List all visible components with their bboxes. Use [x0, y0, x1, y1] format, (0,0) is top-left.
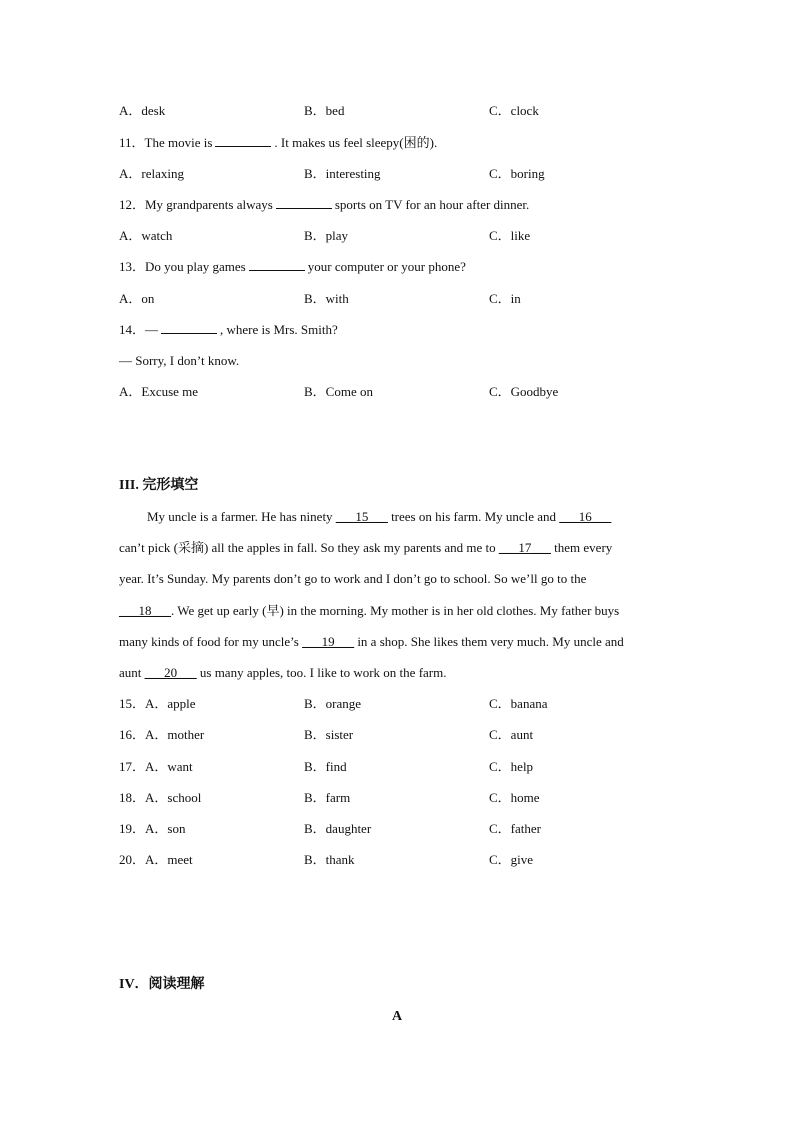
passage-text: in a shop. She likes them very much. My uncle and: [354, 634, 624, 649]
passage-line-2: [119, 538, 612, 558]
q12-option-b: B．play: [304, 228, 349, 243]
q14-reply: — Sorry, I don’t know.: [119, 353, 240, 368]
q13-option-b: B．with: [304, 291, 349, 306]
blank-18: ___18___: [119, 603, 171, 618]
q10-option-c: C．clock: [489, 103, 539, 118]
q12-blank: [276, 196, 332, 209]
q18-option-c: C．home: [489, 790, 540, 805]
q19-option-a: 19．A．son: [119, 821, 186, 836]
q20-option-a: 20．A．meet: [119, 852, 193, 867]
passage-text: My uncle is a farmer. He has ninety: [147, 509, 336, 524]
q19-option-b: B．daughter: [304, 821, 372, 836]
q15-option-a: 15．A．apple: [119, 696, 196, 711]
q14-text-post: , where is Mrs. Smith?: [220, 322, 338, 337]
q17-option-a: 17．A．want: [119, 759, 193, 774]
passage-text: can’t pick (采摘) all the apples in fall. So they ask my parents and me to: [119, 540, 499, 555]
q13-text-pre: 13．Do you play games: [119, 259, 246, 274]
blank-20: ___20___: [144, 665, 197, 680]
q13-option-a: A．on: [119, 291, 155, 306]
q13-text-post: your computer or your phone?: [307, 259, 466, 274]
q12-text-post: sports on TV for an hour after dinner.: [334, 197, 530, 212]
q10-option-a: A．desk: [119, 103, 166, 118]
q14-stem: [119, 320, 338, 340]
q11-blank: [215, 134, 271, 147]
q12-option-c: C．like: [489, 228, 531, 243]
q16-option-a: 16．A．mother: [119, 727, 205, 742]
passage-line-5: [119, 632, 624, 652]
q17-option-b: B．find: [304, 759, 347, 774]
passage-text: us many apples, too. I like to work on the farm.: [196, 665, 447, 680]
q11-stem: [119, 133, 437, 153]
q10-option-b: B．bed: [304, 103, 345, 118]
q13-option-c: C．in: [489, 291, 521, 306]
q12-option-a: A．watch: [119, 228, 173, 243]
passage-text: trees on his farm. My uncle and: [387, 509, 560, 524]
q14-text-pre: 14．—: [119, 322, 159, 337]
q11-text-post: . It makes us feel sleepy(困的).: [274, 135, 438, 150]
q16-option-c: C．aunt: [489, 727, 534, 742]
q14-option-a: A．Excuse me: [119, 384, 199, 399]
passage-line-4: [119, 601, 619, 621]
q19-option-c: C．father: [489, 821, 541, 836]
passage-text: them every: [550, 540, 613, 555]
q20-option-b: B．thank: [304, 852, 355, 867]
section-4-heading: IV．阅读理解: [119, 977, 205, 992]
q18-option-a: 18．A．school: [119, 790, 202, 805]
q18-option-b: B．farm: [304, 790, 351, 805]
q13-blank: [249, 258, 305, 271]
q14-option-c: C．Goodbye: [489, 384, 559, 399]
blank-17: ___17___: [498, 540, 551, 555]
q15-option-b: B．orange: [304, 696, 362, 711]
passage-text: many kinds of food for my uncle’s: [119, 634, 303, 649]
blank-16: ___16___: [559, 509, 612, 524]
passage-text: aunt: [119, 665, 145, 680]
passage-line-1: [147, 507, 611, 527]
passage-text: . We get up early (早) in the morning. My mother is in her old clothes. My father buys: [171, 603, 620, 618]
q15-option-c: C．banana: [489, 696, 548, 711]
q14-blank: [161, 321, 217, 334]
q12-stem: [119, 195, 529, 215]
passage-line-3: year. It’s Sunday. My parents don’t go to work and I don’t go to school. So we’ll go to the: [119, 571, 587, 586]
passage-line-6: [119, 663, 446, 683]
blank-15: ___15___: [335, 509, 388, 524]
q20-option-c: C．give: [489, 852, 534, 867]
section-3-heading: III. 完形填空: [119, 478, 199, 493]
q11-option-a: A．relaxing: [119, 166, 184, 181]
passage-a-label: A: [391, 1009, 403, 1024]
q11-option-b: B．interesting: [304, 166, 381, 181]
q11-text-pre: 11．The movie is: [119, 135, 213, 150]
blank-19: ___19___: [302, 634, 355, 649]
q14-option-b: B．Come on: [304, 384, 373, 399]
q16-option-b: B．sister: [304, 727, 354, 742]
q13-stem: [119, 257, 466, 277]
q12-text-pre: 12．My grandparents always: [119, 197, 273, 212]
q11-option-c: C．boring: [489, 166, 545, 181]
q17-option-c: C．help: [489, 759, 534, 774]
